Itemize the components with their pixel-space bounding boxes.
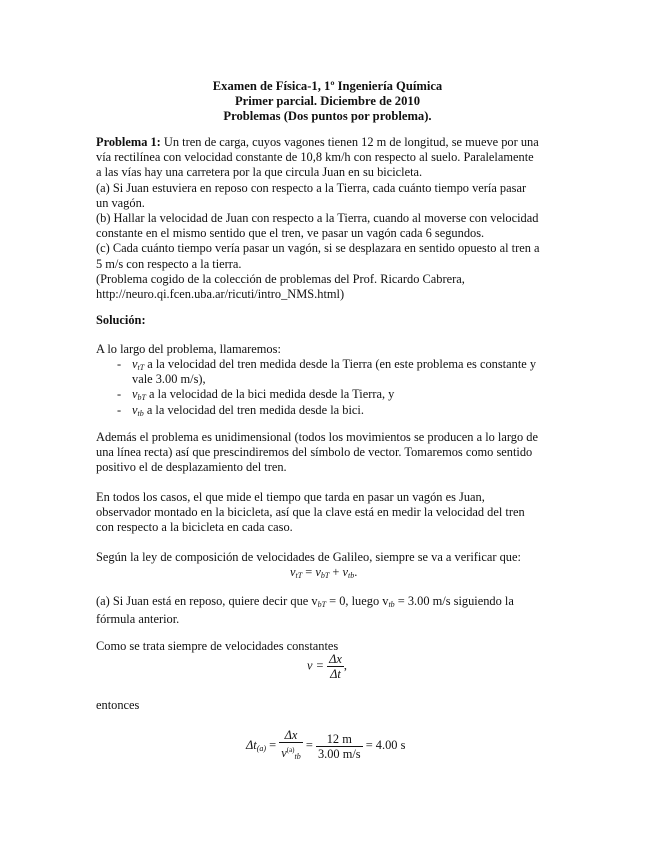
problem-line: Un tren de carga, cuyos vagones tienen 12 m de longitud, se mueve por una [160,135,539,149]
problem-part-c: (c) Cada cuánto tiempo vería pasar un vagón, si se desplazara en sentido opuesto al tren a [96,241,540,256]
problem-statement [96,135,561,302]
list-bullet: - [117,357,122,371]
equation-galileo: $v_{tT} = v_{bT} + v_{tb}$. [290,565,358,580]
list-bullet: - [117,402,122,417]
header-title: Examen de Física-1, 1º Ingeniería Química [212,79,443,93]
header-points: Problemas (Dos puntos por problema). [223,109,432,123]
problem-part-a: (a) Si Juan estuviera en reposo con respecto a la Tierra, cada cuánto tiempo vería pasar [96,180,527,195]
definitions-list [117,357,567,418]
paragraph-constant-velocity: Como se trata siempre de velocidades constantes [96,639,339,653]
list-item: - $v_{bT}$ a la velocidad de la bici medida desde la Tierra, y [117,387,395,403]
header-subtitle: Primer parcial. Diciembre de 2010 [234,94,420,108]
problem-line: a las vías hay una carretera por la que circula Juan en su bicicleta. [96,165,423,180]
problem-line: 5 m/s con respecto a la tierra. [96,256,242,271]
fraction: $\frac{\Delta x}{v^{(a)}_{tb}}$ [281,728,301,762]
list-item: - $v_{tT}$ a la velocidad del tren medida desde la Tierra (en este problema es constante y [117,357,537,372]
equation-velocity: v = $\frac{\Delta x}{\Delta t}$ , [307,652,347,681]
list-item: - $v_{tb}$ a la velocidad del tren medida desde la bici. [117,402,364,418]
problem-line: vía rectilínea con velocidad constante de 10,8 km/h con respecto al suelo. Paralelamente [96,150,534,165]
problem-line: un vagón. [96,195,145,210]
list-bullet: - [117,387,122,402]
paragraph-galileo: Según la ley de composición de velocidades de Galileo, siempre se va a verificar que: [96,550,521,564]
fraction: $\frac{\Delta x}{\Delta t}$ [329,652,342,681]
list-item-continuation: vale 3.00 m/s), [132,372,206,387]
word-entonces: entonces [96,698,140,712]
problem-part-b: (b) Hallar la velocidad de Juan con respecto a la Tierra, cuando al moverse con velocidad [96,211,539,226]
problem-source: (Problema cogido de la colección de problemas del Prof. Ricardo Cabrera, [96,271,465,286]
paragraph-observer: En todos los casos, el que mide el tiempo que tarda en pasar un vagón es Juan, observador montado en la bicicleta, así que la clave está en medir la velocidad del tren con respecto a la bicicleta en cada caso. [96,490,525,535]
exam-header [0,79,655,124]
problem-source-url: http://neuro.qi.fcen.uba.ar/ricuti/intro_NMS.html) [96,287,345,302]
problem-line: constante en el mismo sentido que el tren, ve pasar un vagón cada 6 segundos. [96,226,485,241]
definitions-intro: A lo largo del problema, llamaremos: [96,342,281,356]
paragraph-unidimensional: Además el problema es unidimensional (todos los movimientos se producen a lo largo de una línea recta) así que prescindiremos del símbolo de vector. Tomaremos como sentido positivo el de desplazamiento del tren. [96,430,538,475]
paragraph-part-a: (a) Si Juan está en reposo, quiere decir que $v_{bT} = 0$, luego $v_{tb} = 3.00$ m/s siguiendo la fórmula anterior. [96,594,514,627]
equation-time-a: $\Delta t_{(a)}$ = $\frac{\Delta x}{v^{(a)}_{tb}}$ = $\frac{12 m}{3.00 m/s}$ = 4.00 s [246,728,405,764]
solution-heading: Solución: [96,313,146,327]
problem-label: Problema 1: [96,135,161,149]
fraction: $\frac{12 m}{3.00 m/s}$ [317,731,361,761]
